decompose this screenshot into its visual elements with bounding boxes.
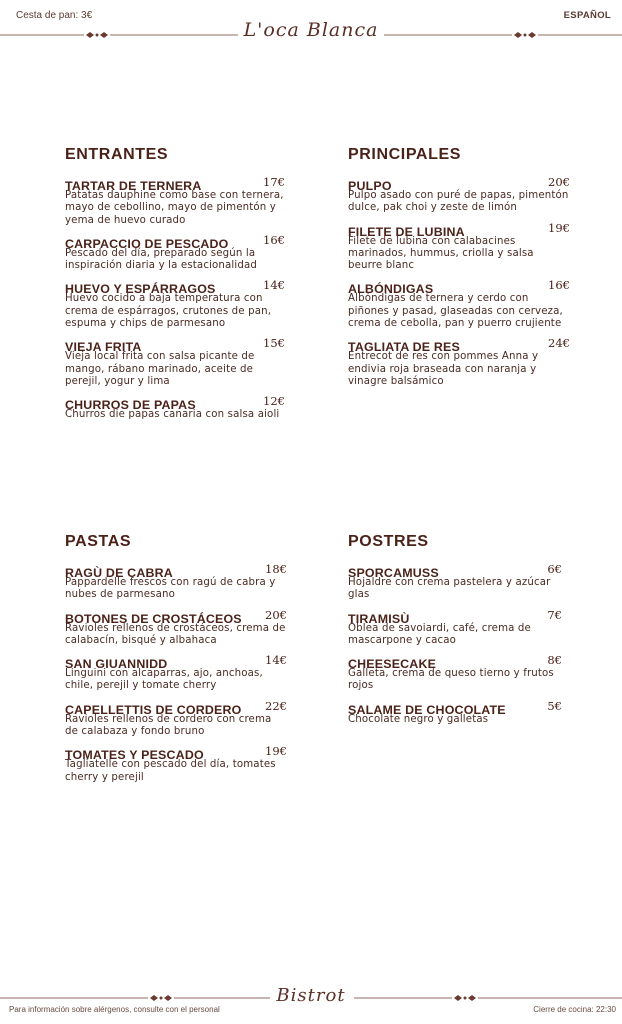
menu-item-description: Hojaldre con crema pastelera y azúcar glas [348, 577, 551, 601]
menu-item-header [348, 698, 562, 717]
menu-item [65, 653, 287, 693]
menu-item-price: 12€ [263, 394, 285, 409]
menu-item-description: Entrecot de res con pommes Anna y endivia roja braseada con naranja y vinagre balsámico [348, 351, 539, 387]
menu-item-header [65, 698, 287, 717]
menu-item-header [65, 336, 285, 355]
menu-item-name: TAGLIATA DE RES [348, 340, 460, 355]
footer-divider-right [352, 993, 622, 1003]
menu-item-description: Vieja local frita con salsa picante de mango, rábano marinado, aceite de perejil, yogur y lima [65, 351, 255, 387]
menu-item-name: TIRAMISÙ [348, 611, 410, 626]
menu-item [348, 278, 570, 330]
menu-item-price: 14€ [263, 278, 285, 293]
kitchen-closing-time: Cierre de cocina: 22:30 [533, 1005, 616, 1014]
menu-item-price: 19€ [548, 220, 570, 235]
menu-item-price: 8€ [547, 653, 562, 668]
menu-item-header [65, 394, 285, 413]
menu-item [348, 699, 562, 726]
menu-item-header [348, 175, 570, 193]
menu-item-price: 18€ [265, 562, 287, 576]
menu-item [348, 653, 562, 693]
menu-item [348, 221, 570, 273]
menu-item-description: Patatas dauphine como base con ternera, mayo de cebollino, mayo de pimentón y yema de huevo curado [65, 190, 284, 226]
menu-item-description: Albóndigas de ternera y cerdo con piñones y pasad, glaseadas con cerveza, crema de cebolla, pan y puerro crujiente [348, 293, 563, 330]
menu-item-price: 16€ [263, 232, 285, 247]
menu-item-price: 20€ [548, 175, 570, 189]
menu-item-name: SPORCAMUSS [348, 566, 439, 580]
menu-item-description: Pulpo asado con puré de papas, pimentón dulce, pak choi y zeste de limón [348, 190, 569, 214]
menu-item-price: 20€ [265, 607, 287, 622]
menu-item [65, 233, 285, 273]
menu-item-name: TARTAR DE TERNERA [65, 179, 202, 193]
menu-item-price: 24€ [548, 336, 570, 351]
menu-item-header [65, 653, 287, 672]
menu-item [65, 608, 287, 648]
section-principales [348, 146, 570, 394]
menu-item-header [348, 278, 570, 297]
menu-item [348, 608, 562, 648]
menu-item [65, 336, 285, 388]
menu-item-name: CARPACCIO DE PESCADO [65, 236, 229, 251]
menu-item [65, 394, 285, 421]
menu-item [348, 336, 570, 388]
section-title: PRINCIPALES [348, 146, 461, 163]
menu-item-description: Churros die papas canaria con salsa aioli [65, 409, 280, 421]
language-selector[interactable]: ESPAÑOL [563, 10, 611, 21]
brand-title: L'oca Blanca [243, 19, 379, 41]
section-pastas [65, 533, 287, 790]
menu-item-description: Huevo cocido a baja temperatura con crema de espárragos, crutones de pan, espuma y chips de parmesano [65, 293, 272, 330]
section-postres [348, 533, 562, 732]
section-entrantes [65, 146, 285, 428]
bread-basket-price: Cesta de pan: 3€ [16, 10, 93, 21]
menu-item [65, 744, 287, 784]
menu-item-name: CAPELLETTIS DE CORDERO [65, 702, 242, 717]
menu-item-header [348, 220, 570, 239]
menu-item-name: SALAME DE CHOCOLATE [348, 702, 506, 717]
menu-item-price: 19€ [265, 744, 287, 759]
menu-item-name: FILETE DE LUBINA [348, 224, 465, 239]
menu-item-description: Ravioles rellenos de crostáceos, crema de calabacín, bisqué y albahaca [65, 622, 286, 646]
menu-item-description: Galleta, crema de queso tierno y frutos rojos [348, 668, 554, 692]
menu-item-header [348, 562, 562, 580]
divider-ornament-right [382, 30, 622, 40]
menu-item-header [65, 607, 287, 626]
menu-item [348, 562, 562, 602]
menu-item-description: Pappardelle frescos con ragú de cabra y nubes de parmesano [65, 577, 276, 601]
menu-item-price: 22€ [265, 698, 287, 713]
menu-item-header [65, 744, 287, 763]
menu-item-header [348, 336, 570, 355]
menu-item-description: Pescado del día, preparado según la inspiración diaria y la estacionalidad [65, 247, 258, 272]
menu-item-name: TOMATES Y PESCADO [65, 748, 204, 763]
menu-item-description: Chocolate negro y galletas [348, 713, 489, 725]
menu-item-description: Ravioles rellenos de cordero con crema de calabaza y fondo bruno [65, 713, 272, 738]
menu-item [65, 175, 285, 227]
allergen-notice: Para información sobre alérgenos, consulte con el personal [9, 1005, 220, 1014]
menu-item-price: 6€ [547, 562, 562, 576]
menu-item-description: Oblea de savoiardi, café, crema de mascarpone y cacao [348, 622, 531, 646]
menu-item-description: Filete de lubina con calabacines marinados, hummus, criolla y salsa beurre blanc [348, 235, 534, 272]
menu-item-header [65, 278, 285, 297]
menu-item-name: CHURROS DE PAPAS [65, 398, 196, 413]
menu-item-name: VIEJA FRITA [65, 340, 142, 355]
section-title: PASTAS [65, 533, 132, 550]
menu-item-description: Linguini con alcaparras, ajo, anchoas, chile, perejil y tomate cherry [65, 668, 263, 692]
menu-item-name: BOTONES DE CROSTÁCEOS [65, 611, 242, 626]
menu-item-header [348, 607, 562, 626]
menu-item-price: 5€ [547, 698, 562, 713]
menu-item-description: Tagliatelle con pescado del día, tomates cherry y perejil [65, 759, 276, 783]
menu-item-header [65, 232, 285, 251]
menu-item [65, 278, 285, 330]
footer-brand: Bistrot [276, 985, 346, 1006]
menu-item-name: CHEESECAKE [348, 657, 437, 672]
menu-item-price: 14€ [265, 653, 287, 668]
menu-item-header [65, 562, 287, 580]
menu-item-header [65, 175, 285, 193]
menu-item-name: SAN GIUANNIDD [65, 657, 168, 672]
menu-item [65, 562, 287, 602]
menu-item-price: 16€ [548, 278, 570, 293]
menu-item-name: PULPO [348, 179, 392, 193]
menu-item-header [348, 653, 562, 672]
menu-item-name: HUEVO Y ESPÁRRAGOS [65, 282, 216, 297]
menu-item-price: 17€ [263, 175, 285, 189]
section-title: ENTRANTES [65, 146, 169, 163]
menu-item [65, 699, 287, 739]
section-title: POSTRES [348, 533, 429, 550]
menu-item-price: 7€ [547, 607, 562, 622]
menu-item-name: ALBÓNDIGAS [348, 282, 434, 297]
menu-item-name: RAGÙ DE CABRA [65, 566, 173, 580]
menu-item [348, 175, 570, 215]
menu-item-price: 15€ [263, 336, 285, 351]
